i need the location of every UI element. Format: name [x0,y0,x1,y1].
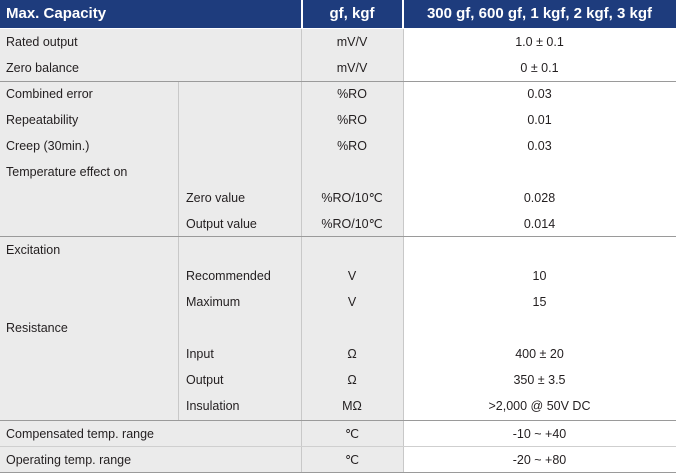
row-value: 0 ± 0.1 [520,61,559,75]
table-row [0,185,676,211]
table-row [0,315,676,341]
row-sublabel: Insulation [186,399,240,413]
row-sublabel: Input [186,347,214,361]
row-unit: mV/V [336,35,368,49]
row-value: 400 ± 20 [515,347,564,361]
table-row [0,447,676,473]
row-value: 0.01 [527,113,552,127]
row-label: Operating temp. range [6,453,132,467]
table-row [0,421,676,447]
row-unit: MΩ [342,399,362,413]
table-row [0,237,676,263]
row-label: Zero balance [6,61,79,75]
row-unit: %RO [337,113,367,127]
row-label: Combined error [6,87,93,101]
row-label: Resistance [6,321,68,335]
row-unit: Ω [347,373,357,387]
row-value: 350 ± 3.5 [513,373,566,387]
row-label: Temperature effect on [6,165,128,179]
row-sublabel: Output [186,373,224,387]
row-value: 15 [532,295,547,309]
table-row [0,133,676,159]
row-unit: ℃ [344,427,360,441]
row-label: Excitation [6,243,61,257]
row-unit: V [347,295,357,309]
row-label: Creep (30min.) [6,139,90,153]
table-row [0,55,676,81]
row-unit: V [347,269,357,283]
row-value: 0.03 [527,87,552,101]
header-title: Max. Capacity [6,5,107,22]
table-row [0,393,676,419]
row-value: 10 [532,269,547,283]
table-row [0,211,676,237]
row-label: Rated output [6,35,78,49]
row-sublabel: Zero value [186,191,246,205]
row-value: >2,000 @ 50V DC [488,399,591,413]
row-unit: %RO/10℃ [321,217,383,231]
row-value: 0.014 [523,217,556,231]
row-value: 0.028 [523,191,556,205]
table-row [0,341,676,367]
row-value: -10 ~ +40 [512,427,567,441]
row-unit: ℃ [344,453,360,467]
row-unit: Ω [347,347,357,361]
row-label: Repeatability [6,113,79,127]
table-row [0,159,676,185]
row-sublabel: Output value [186,217,257,231]
row-unit: mV/V [336,61,368,75]
table-row [0,107,676,133]
row-label: Compensated temp. range [6,427,155,441]
table-header [0,0,676,28]
row-unit: %RO [337,139,367,153]
row-sublabel: Recommended [186,269,271,283]
header-capacities: 300 gf, 600 gf, 1 kgf, 2 kgf, 3 kgf [426,5,653,22]
row-unit: %RO [337,87,367,101]
table-row [0,29,676,55]
table-row [0,263,676,289]
table-row [0,81,676,107]
header-unit: gf, kgf [329,5,375,22]
row-value: 1.0 ± 0.1 [515,35,564,49]
row-value: -20 ~ +80 [512,453,567,467]
row-unit: %RO/10℃ [321,191,383,205]
table-row [0,367,676,393]
table-row [0,289,676,315]
row-value: 0.03 [527,139,552,153]
row-sublabel: Maximum [186,295,241,309]
